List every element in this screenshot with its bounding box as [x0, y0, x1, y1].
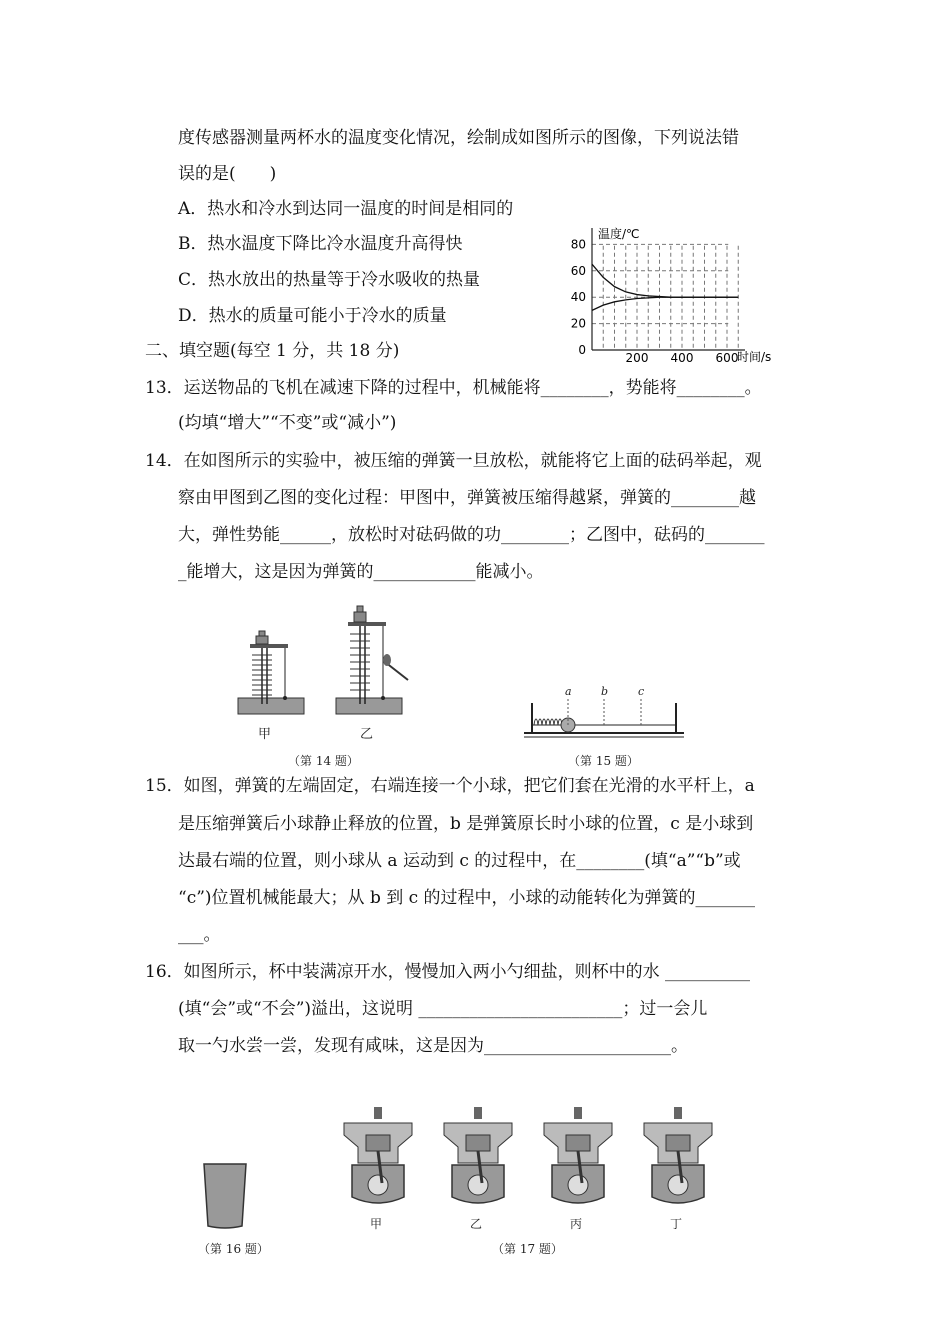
q12-stem-line2: 误的是( ): [178, 164, 277, 184]
fig14-caption: （第 14 题）: [288, 754, 359, 768]
engine-label: 甲: [370, 1217, 383, 1231]
y-tick-label: 40: [570, 290, 586, 305]
fig14-label-yi: 乙: [360, 727, 374, 742]
fig14-jia: [238, 631, 304, 714]
q15-line5: ___。: [178, 925, 221, 945]
engine-label: 乙: [470, 1217, 483, 1231]
q14-line2: 察由甲图到乙图的变化过程：甲图中，弹簧被压缩得越紧，弹簧的________越: [178, 488, 756, 508]
section-title: 二、填空题(每空 1 分，共 18 分): [145, 341, 400, 361]
engine-diagram: [338, 1105, 418, 1235]
engine-diagram: [638, 1105, 718, 1235]
q16-line1: 16．如图所示，杯中装满凉开水，慢慢加入两小勺细盐，则杯中的水 __________: [145, 962, 751, 982]
y-tick-label: 0: [578, 343, 586, 357]
fig14-yi: [336, 606, 408, 714]
x-tick-label: 200: [625, 351, 649, 365]
y-tick-label: 60: [570, 263, 586, 278]
q13-line1: 13．运送物品的飞机在减速下降的过程中，机械能将________，势能将________。: [145, 378, 762, 398]
fig14-label-jia: 甲: [258, 727, 272, 742]
q16-line3: 取一勺水尝一尝，发现有咸味，这是因为______________________。: [178, 1036, 688, 1056]
engine-icon: [538, 1105, 618, 1215]
y-tick-label: 20: [570, 316, 586, 331]
q12-option-b: B．热水温度下降比冷水温度升高得快: [178, 234, 463, 254]
q15-line2: 是压缩弹簧后小球静止释放的位置，b 是弹簧原长时小球的位置，c 是小球到: [178, 814, 754, 834]
fig17-caption: （第 17 题）: [492, 1242, 563, 1256]
engine-label: 丙: [570, 1217, 583, 1231]
q16-line2: (填“会”或“不会”)溢出，这说明 ________________________；过一会儿: [178, 999, 708, 1019]
series-line: [592, 297, 738, 310]
engine-icon: [638, 1105, 718, 1215]
fig14-spring-apparatus: [230, 600, 420, 730]
q15-line1: 15．如图，弹簧的左端固定，右端连接一个小球，把它们套在光滑的水平杆上，a: [145, 776, 755, 796]
x-tick-label: 400: [670, 351, 694, 365]
fig15-label-a: a: [565, 685, 572, 698]
fig15-caption: （第 15 题）: [568, 754, 639, 768]
q13-line2: (均填“增大”“不变”或“减小”): [178, 413, 397, 433]
series-line: [592, 264, 738, 297]
fig16-caption: （第 16 题）: [198, 1242, 269, 1256]
q14-line1: 14．在如图所示的实验中，被压缩的弹簧一旦放松，就能将它上面的砝码举起，观: [145, 451, 762, 471]
x-axis-label: 时间/s: [737, 350, 772, 364]
q12-option-c: C．热水放出的热量等于冷水吸收的热量: [178, 270, 481, 290]
q14-line4: _能增大，这是因为弹簧的____________能减小。: [178, 562, 544, 582]
chart-ticks: [571, 237, 739, 365]
temperature-chart: [560, 220, 800, 370]
fig15-label-b: b: [601, 685, 609, 698]
q15-line4: “c”)位置机械能最大；从 b 到 c 的过程中，小球的动能转化为弹簧的_______: [178, 888, 756, 908]
engine-diagram: [438, 1105, 518, 1235]
y-axis-label: 温度/℃: [598, 227, 640, 241]
engine-icon: [438, 1105, 518, 1215]
engine-label: 丁: [670, 1217, 683, 1231]
y-tick-label: 80: [570, 237, 586, 252]
q14-line3: 大，弹性势能______，放松时对砝码做的功________；乙图中，砝码的_______: [178, 525, 765, 545]
q12-stem-line1: 度传感器测量两杯水的温度变化情况，绘制成如图所示的图像，下列说法错: [178, 128, 739, 148]
q15-line3: 达最右端的位置，则小球从 a 运动到 c 的过程中，在________(填“a”“b”或: [178, 851, 741, 871]
fig16-cup: [200, 1160, 250, 1232]
q12-option-d: D．热水的质量可能小于冷水的质量: [178, 306, 447, 326]
x-tick-label: 600: [715, 351, 739, 365]
engine-diagram: [538, 1105, 618, 1235]
engine-icon: [338, 1105, 418, 1215]
q12-option-a: A．热水和冷水到达同一温度的时间是相同的: [178, 199, 514, 219]
fig15-label-c: c: [638, 685, 645, 698]
